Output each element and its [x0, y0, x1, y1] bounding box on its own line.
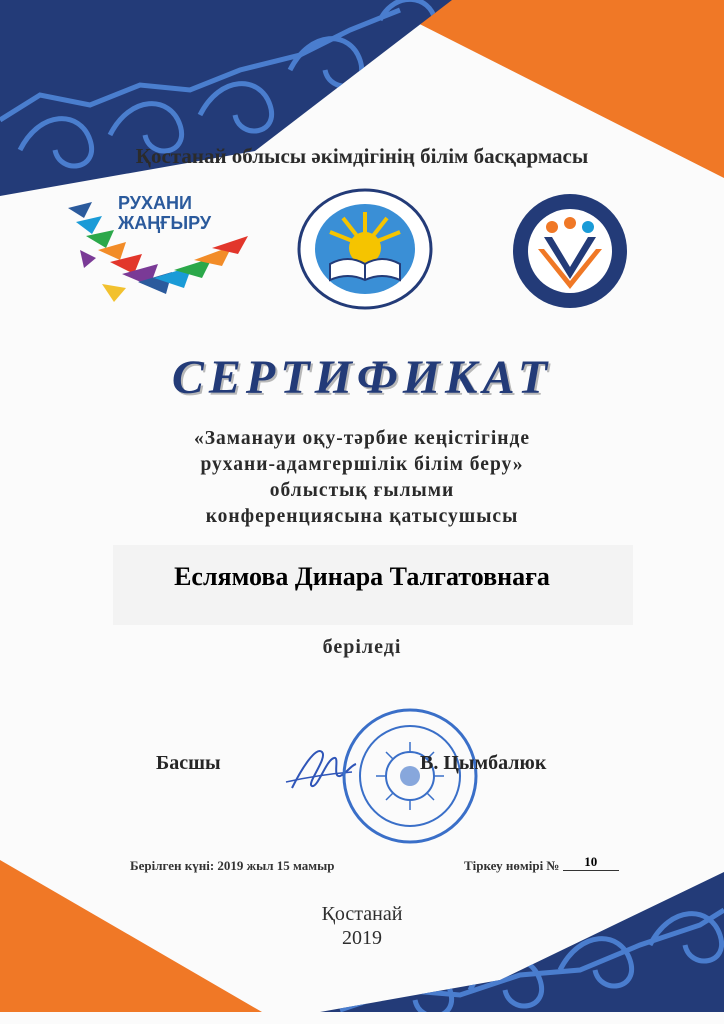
college-emblem	[510, 191, 630, 311]
conference-line-3: облыстық ғылыми	[269, 480, 455, 501]
education-department-emblem	[296, 188, 434, 310]
signatory-position: Басшы	[156, 752, 221, 774]
city-name: Қостанай	[321, 903, 403, 925]
issuer-heading: Қостанай облысы әкімдігінің білім басқармасы	[135, 144, 589, 168]
registration-value: 10	[563, 854, 619, 871]
conference-description	[0, 426, 724, 530]
recipient-name: Еслямова Динара Талгатовнаға	[174, 562, 550, 591]
awarded-text: беріледі	[322, 636, 402, 658]
conference-line-1: «Заманауи оқу-тәрбие кеңістігінде	[193, 428, 531, 449]
issue-year: 2019	[342, 927, 382, 949]
signatory-name: В. Цымбалюк	[420, 752, 547, 774]
conference-line-2: рухани-адамгершілік білім беру»	[200, 454, 524, 475]
certificate-title: СЕРТИФИКАТ	[171, 351, 553, 404]
registration-number	[464, 854, 619, 875]
official-stamp	[340, 706, 480, 846]
issue-date: Берілген күні: 2019 жыл 15 мамыр	[130, 858, 335, 873]
registration-label: Тіркеу нөмірі №	[464, 858, 560, 873]
rukhani-line1: РУХАНИ	[118, 193, 192, 213]
conference-line-4: конференциясына қатысушысы	[205, 506, 519, 527]
rukhani-line2: ЖАҢҒЫРУ	[118, 213, 212, 233]
rukhani-zhangyru-wordmark	[118, 193, 211, 233]
